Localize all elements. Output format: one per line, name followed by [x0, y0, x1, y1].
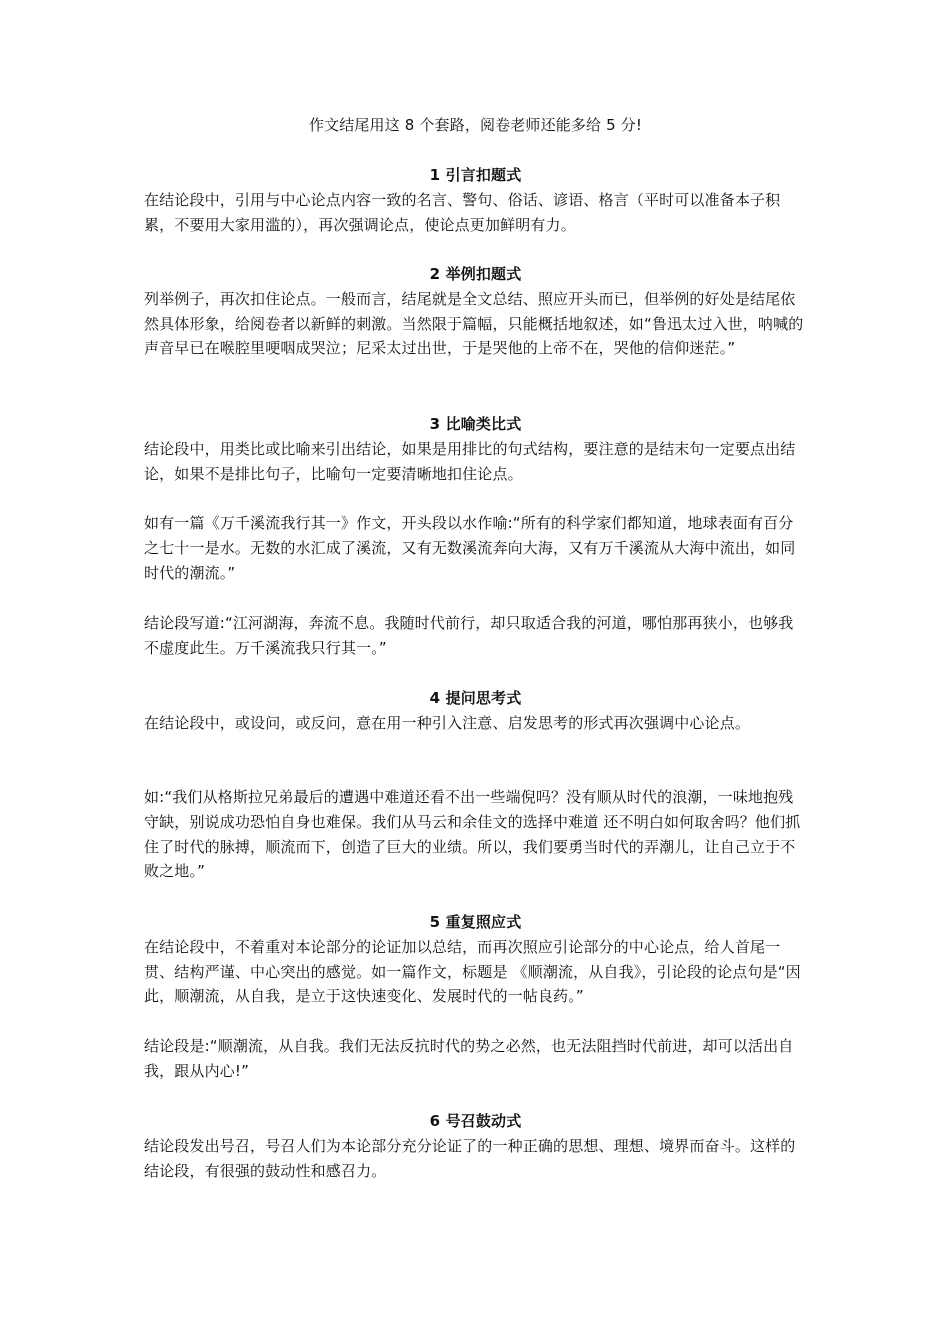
section-paragraph: 结论段写道:“江河湖海，奔流不息。我随时代前行，却只取适合我的河道，哪怕那再狭小，也够我不虚度此生。万千溪流我只行其一。” [144, 614, 794, 657]
section-paragraph: 在结论段中，引用与中心论点内容一致的名言、警句、俗话、谚语、格言（平时可以准备本子积累，不要用大家用滥的），再次强调论点，使论点更加鲜明有力。 [144, 190, 781, 234]
section-2 [144, 262, 807, 361]
section-paragraph: 如有一篇《万千溪流我行其一》作文，开头段以水作喻:“所有的科学家们都知道，地球表面有百分之七十一是水。无数的水汇成了溪流，又有无数溪流奔向大海，又有万千溪流从大海中流出，如同时代的潮流。” [144, 514, 796, 582]
section-heading: 6 号召鼓动式 [429, 1112, 522, 1130]
section-1 [144, 163, 807, 237]
section-paragraph: 结论段是:“顺潮流，从自我。我们无法反抗时代的势之必然，也无法阻挡时代前进，却可以活出自我，跟从内心!” [144, 1037, 794, 1080]
section-heading: 2 举例扣题式 [429, 265, 522, 283]
section-3-conclusion [144, 611, 807, 661]
section-paragraph: 在结论段中，或设问，或反问，意在用一种引入注意、启发思考的形式再次强调中心论点。 [144, 713, 751, 732]
section-heading: 3 比喻类比式 [429, 415, 522, 433]
section-heading: 5 重复照应式 [429, 913, 522, 931]
section-5 [144, 910, 807, 1009]
section-5-conclusion [144, 1034, 807, 1084]
section-heading: 1 引言扣题式 [429, 166, 522, 184]
section-3-example [144, 511, 807, 585]
section-paragraph: 结论段中，用类比或比喻来引出结论，如果是用排比的句式结构，要注意的是结末句一定要点出结论，如果不是排比句子，比喻句一定要清晰地扣住论点。 [144, 439, 796, 483]
section-paragraph: 结论段发出号召，号召人们为本论部分充分论证了的一种正确的思想、理想、境界而奋斗。这样的结论段，有很强的鼓动性和感召力。 [144, 1136, 796, 1180]
section-heading: 4 提问思考式 [429, 689, 522, 707]
section-paragraph: 列举例子，再次扣住论点。一般而言，结尾就是全文总结、照应开头而已，但举例的好处是结尾依然具体形象，给阅卷者以新鲜的刺激。当然限于篇幅，只能概括地叙述，如“鲁迅太过入世，呐喊的声音早已在喉腔里哽咽成哭泣；尼采太过出世，于是哭他的上帝不在，哭他的信仰迷茫。” [144, 289, 804, 358]
section-6 [144, 1109, 807, 1183]
section-paragraph: 如:“我们从格斯拉兄弟最后的遭遇中难道还看不出一些端倪吗？没有顺从时代的浪潮，一味地抱残守缺，别说成功恐怕自身也难保。我们从马云和余佳文的选择中难道 还不明白如何取舍吗？他们抓住了时代的脉搏，顺流而下，创造了巨大的业绩。所以，我们要勇当时代的弄潮儿，让自己立于不败之地。” [144, 788, 801, 881]
section-4-example [144, 785, 807, 884]
section-4 [144, 686, 807, 736]
section-3 [144, 412, 807, 486]
document-title: 作文结尾用这 8 个套路，阅卷老师还能多给 5 分! [308, 116, 643, 134]
section-paragraph: 在结论段中，不着重对本论部分的论证加以总结，而再次照应引论部分的中心论点，给人首尾一贯、结构严谨、中心突出的感觉。如一篇作文，标题是 《顺潮流，从自我》，引论段的论点句是“因此，顺潮流，从自我，是立于这快速变化、发展时代的一帖良药。” [144, 937, 801, 1006]
